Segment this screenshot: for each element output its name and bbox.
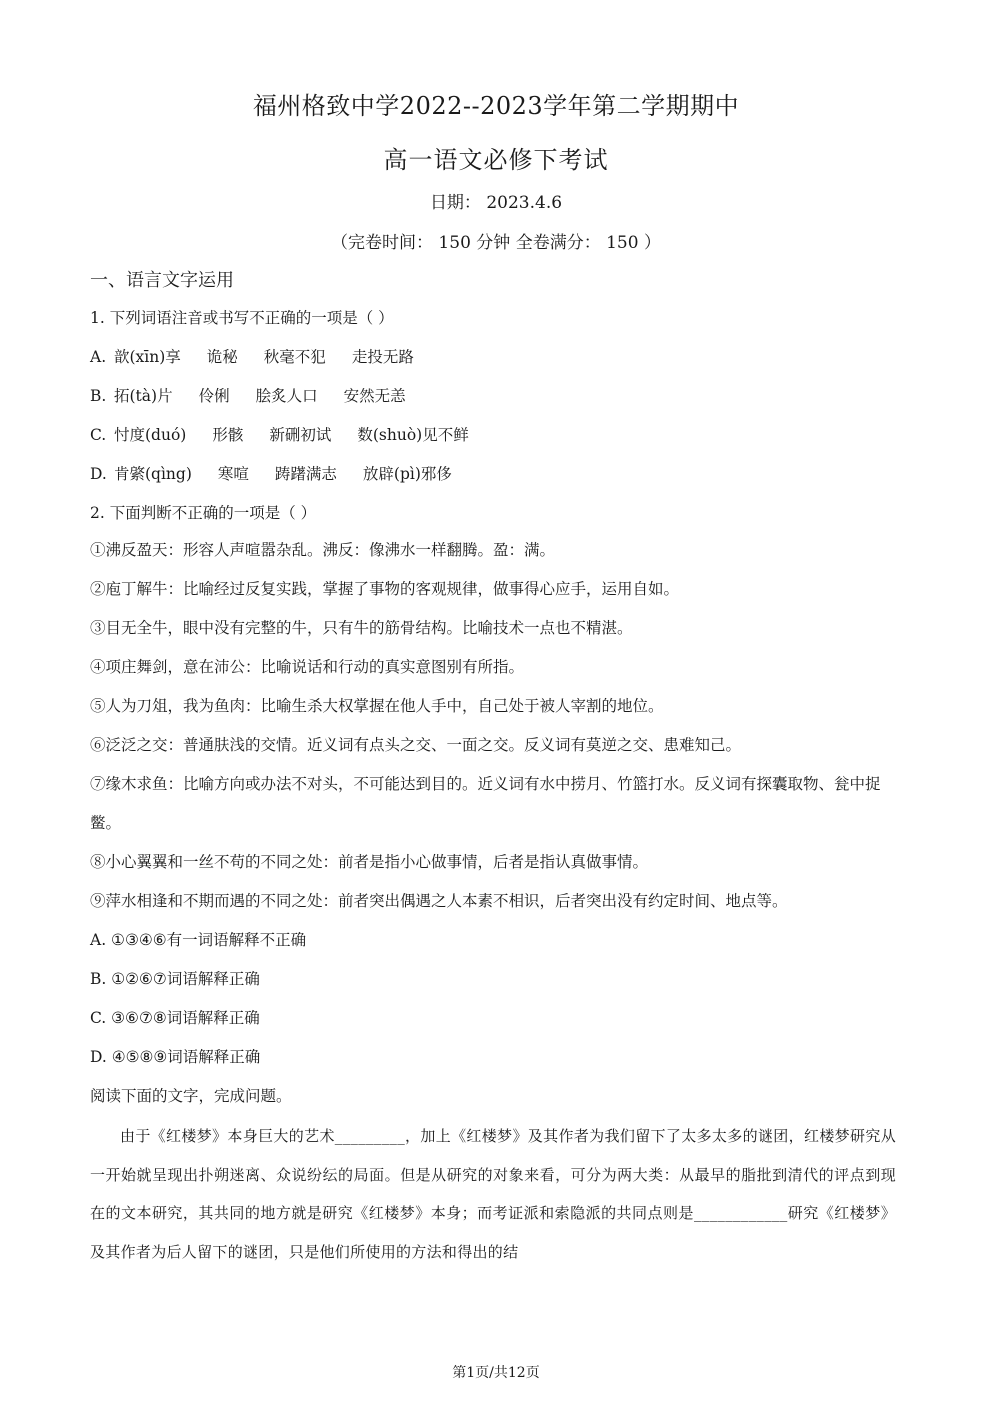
option-word: 脍炙人口	[255, 387, 318, 405]
reading-instruction: 阅读下面的文字，完成问题。	[90, 1087, 292, 1105]
option-word: 诡秘	[206, 348, 238, 366]
option-word: 形骸	[212, 426, 244, 444]
question-2-option-d: D. ④⑤⑧⑨词语解释正确	[90, 1048, 261, 1066]
question-2-items	[90, 531, 896, 1116]
question-2-option-b: B. ①②⑥⑦词语解释正确	[90, 970, 260, 988]
option-word: 数(shuò)见不鲜	[357, 426, 469, 444]
option-word: 安然无恙	[343, 387, 406, 405]
option-word: 秋毫不犯	[263, 348, 326, 366]
page-number: 第1页/共12页	[452, 1365, 540, 1381]
judgement-item: ⑨萍水相逢和不期而遇的不同之处：前者突出偶遇之人本素不相识，后者突出没有约定时间、地点等。	[90, 892, 788, 910]
option-letter: B.	[90, 387, 107, 405]
exam-title: 福州格致中学2022--2023学年第二学期期中	[252, 92, 740, 120]
option-word: 走投无路	[351, 348, 414, 366]
option-word: 伶俐	[198, 387, 230, 405]
section-heading: 一、语言文字运用	[90, 270, 234, 291]
question-2-stem: 2. 下面判断不正确的一项是（ ）	[90, 504, 317, 522]
option-letter: A.	[90, 348, 107, 366]
judgement-item: ⑥泛泛之交：普通肤浅的交情。近义词有点头之交、一面之交。反义词有莫逆之交、患难知己。	[90, 736, 742, 754]
option-word: 忖度(duó)	[114, 426, 187, 444]
question-1-option-d	[90, 462, 452, 484]
question-1-option-a	[90, 345, 414, 367]
exam-date: 日期： 2023.4.6	[429, 193, 563, 213]
question-2-option-c: C. ③⑥⑦⑧词语解释正确	[90, 1009, 260, 1027]
judgement-item: ⑤人为刀俎，我为鱼肉：比喻生杀大权掌握在他人手中，自己处于被人宰割的地位。	[90, 697, 664, 715]
option-word: 踌躇满志	[274, 465, 337, 483]
option-letter: C.	[90, 426, 107, 444]
judgement-item: ①沸反盈天：形容人声喧嚣杂乱。沸反：像沸水一样翻腾。盈：满。	[90, 541, 556, 559]
option-letter: D.	[90, 465, 107, 483]
option-word: 新硎初试	[269, 426, 332, 444]
judgement-item: ③目无全牛，眼中没有完整的牛，只有牛的筋骨结构。比喻技术一点也不精湛。	[90, 619, 633, 637]
judgement-item: ④项庄舞剑，意在沛公：比喻说话和行动的真实意图别有所指。	[90, 658, 525, 676]
option-word: 寒喧	[217, 465, 249, 483]
option-word: 拓(tà)片	[114, 387, 173, 405]
judgement-item: ⑦缘木求鱼：比喻方向或办法不对头，不可能达到目的。近义词有水中捞月、竹篮打水。反义词有探囊取物、瓮中捉鳖。	[90, 775, 881, 832]
question-1-stem: 1. 下列词语注音或书写不正确的一项是（ ）	[90, 309, 394, 327]
judgement-item: ②庖丁解牛：比喻经过反复实践，掌握了事物的客观规律，做事得心应手，运用自如。	[90, 580, 680, 598]
option-word: 放辟(pì)邪侈	[362, 465, 452, 483]
question-1-option-b	[90, 384, 406, 406]
exam-subtitle: 高一语文必修下考试	[383, 146, 609, 174]
option-word: 歆(xīn)享	[114, 348, 181, 366]
question-1-option-c	[90, 423, 469, 445]
reading-passage: 由于《红楼梦》本身巨大的艺术_________，加上《红楼梦》及其作者为我们留下了太多太多的谜团，红楼梦研究从一开始就呈现出扑朔迷离、众说纷纭的局面。但是从研究的对象来看，可分为两大类：从最早的脂批到清代的评点到现在的文本研究，其共同的地方就是研究《红楼梦》本身；而考证派和索隐派的共同点则是____________研究《红楼梦》及其作者为后人留下的谜团，只是他们所使用的方法和得出的结	[90, 1127, 896, 1261]
judgement-item: ⑧小心翼翼和一丝不苟的不同之处：前者是指小心做事情，后者是指认真做事情。	[90, 853, 649, 871]
option-word: 肯綮(qìng)	[114, 465, 192, 483]
question-2-option-a: A. ①③④⑥有一词语解释不正确	[90, 931, 307, 949]
exam-time-score: （完卷时间： 150 分钟 全卷满分： 150 ）	[331, 233, 661, 253]
